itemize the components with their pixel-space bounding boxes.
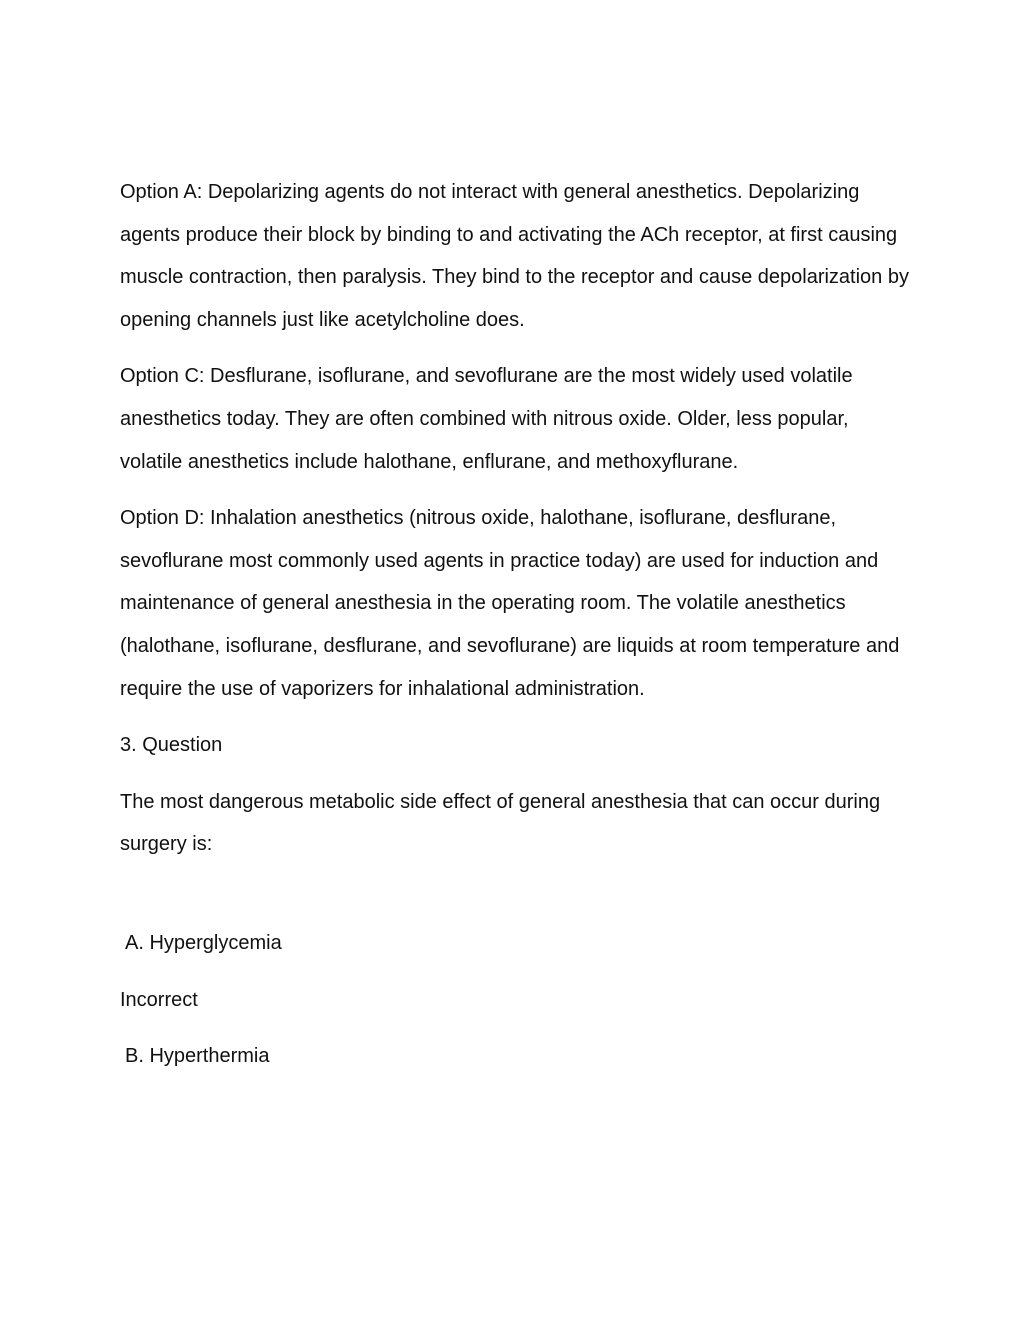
document-page — [120, 171, 910, 1092]
answer-option-a: A. Hyperglycemia — [125, 931, 282, 954]
answer-option-b: B. Hyperthermia — [125, 1045, 270, 1068]
question-heading: 3. Question — [120, 734, 223, 757]
paragraph-option-a: Option A: Depolarizing agents do not interact with general anesthetics. Depolarizing agents produce their block by binding to and activating the ACh receptor, at first causing muscle contraction, then paralysis. They bind to the receptor and cause depolarization by opening channels just like acetylcholine does. — [120, 181, 909, 331]
question-text: The most dangerous metabolic side effect of general anesthesia that can occur during surgery is: — [120, 790, 881, 856]
paragraph-option-d: Option D: Inhalation anesthetics (nitrous oxide, halothane, isoflurane, desflurane, sevoflurane most commonly used agents in practice today) are used for induction and maintenance of general anesthesia in the operating room. The volatile anesthetics (halothane, isoflurane, desflurane, and sevoflurane) are liquids at room temperature and require the use of vaporizers for inhalational administration. — [120, 507, 900, 700]
answer-option-a-status: Incorrect — [120, 988, 198, 1011]
paragraph-option-c: Option C: Desflurane, isoflurane, and sevoflurane are the most widely used volatile anesthetics today. They are often combined with nitrous oxide. Older, less popular, volatile anesthetics include halothane, enflurane, and methoxyflurane. — [120, 365, 853, 473]
